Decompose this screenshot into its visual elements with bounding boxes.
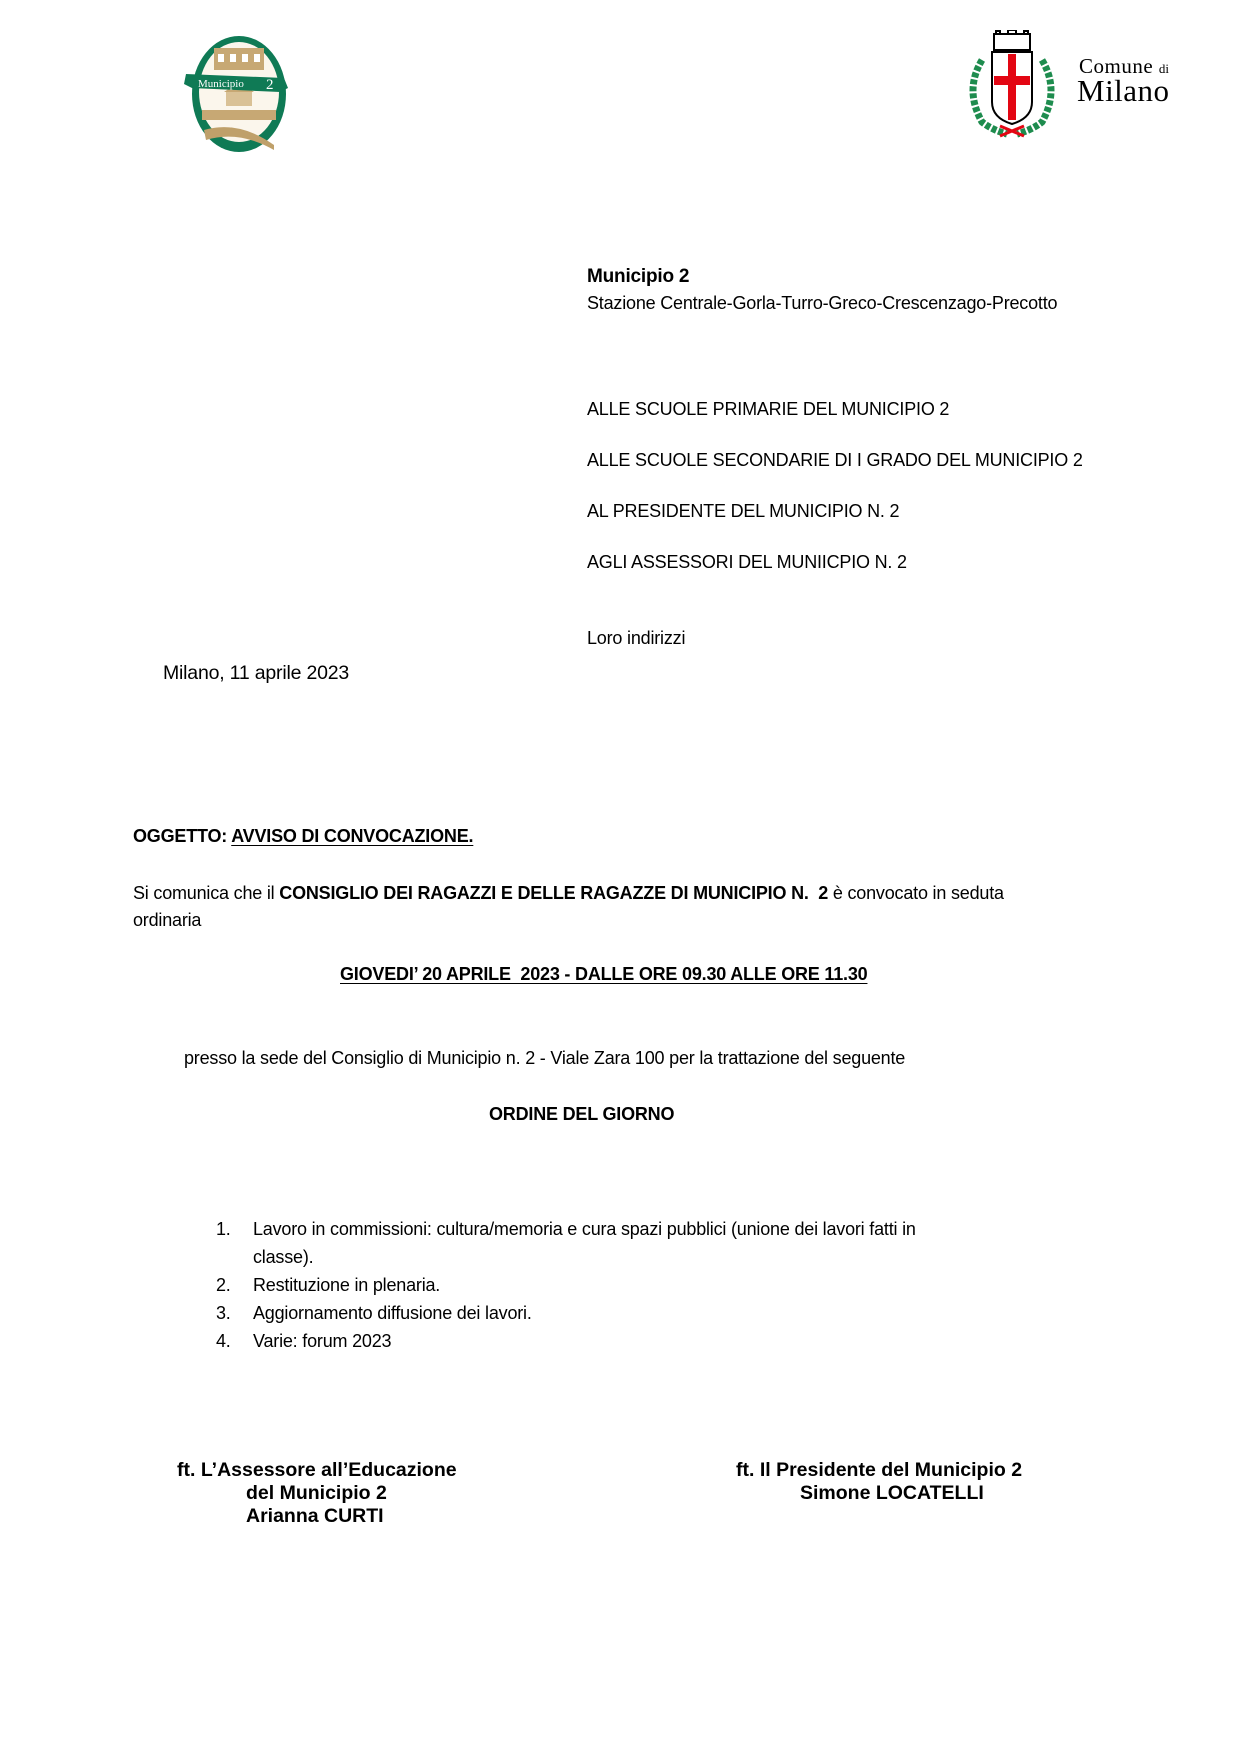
recipient-line: AGLI ASSESSORI DEL MUNIICPIO N. 2 <box>587 552 907 572</box>
milano-label: Milano <box>1077 73 1170 108</box>
agenda-title: ORDINE DEL GIORNO <box>489 1104 675 1124</box>
agenda-item-text-cont: classe). <box>253 1247 314 1267</box>
signature-right-name: Simone LOCATELLI <box>800 1482 984 1504</box>
subject-label: OGGETTO: <box>133 826 228 846</box>
agenda-item-number: 3. <box>216 1303 231 1323</box>
meeting-datetime: GIOVEDI’ 20 APRILE 2023 - DALLE ORE 09.30 ALLE ORE 11.30 <box>340 964 868 984</box>
agenda-item-number: 2. <box>216 1275 231 1295</box>
agenda-item-text: Lavoro in commissioni: cultura/memoria e cura spazi pubblici (unione dei lavori fatti in <box>253 1219 916 1239</box>
logo-banner-number: 2 <box>266 77 274 93</box>
meeting-location: presso la sede del Consiglio di Municipio n. 2 - Viale Zara 100 per la trattazione del seguente <box>184 1048 906 1068</box>
intro-line2: ordinaria <box>133 910 202 930</box>
signature-left-name: Arianna CURTI <box>246 1505 384 1527</box>
agenda-item-text: Varie: forum 2023 <box>253 1331 392 1351</box>
intro-pre: Si comunica che il <box>133 883 280 903</box>
municipio-2-logo <box>184 30 294 154</box>
sender-districts: Stazione Centrale-Gorla-Turro-Greco-Crescenzago-Precotto <box>587 293 1058 313</box>
intro-post: è convocato in seduta <box>828 883 1004 903</box>
signature-right-title: ft. Il Presidente del Municipio 2 <box>736 1459 1023 1481</box>
place-date: Milano, 11 aprile 2023 <box>163 662 350 684</box>
signature-left-title: ft. L’Assessore all’Educazione <box>177 1459 457 1481</box>
comune-di-milano-crest <box>962 30 1062 140</box>
agenda-item-number: 4. <box>216 1331 231 1351</box>
agenda-item-text: Restituzione in plenaria. <box>253 1275 441 1295</box>
addresses-note: Loro indirizzi <box>587 628 686 648</box>
agenda-item-number: 1. <box>216 1219 231 1239</box>
logo-banner-text: Municipio <box>198 78 244 90</box>
signature-left-office: del Municipio 2 <box>246 1482 387 1504</box>
comune-word: Comune <box>1079 54 1154 78</box>
recipient-line: ALLE SCUOLE PRIMARIE DEL MUNICIPIO 2 <box>587 399 950 419</box>
comune-di: di <box>1158 61 1170 76</box>
recipient-line: AL PRESIDENTE DEL MUNICIPIO N. 2 <box>587 501 900 521</box>
subject-line <box>133 826 473 847</box>
council-name: CONSIGLIO DEI RAGAZZI E DELLE RAGAZZE DI MUNICIPIO N. 2 <box>279 883 829 903</box>
subject-text: AVVISO DI CONVOCAZIONE. <box>231 826 474 846</box>
agenda-item-text: Aggiornamento diffusione dei lavori. <box>253 1303 532 1323</box>
sender-name: Municipio 2 <box>587 266 690 287</box>
intro-paragraph <box>133 883 1004 904</box>
recipient-line: ALLE SCUOLE SECONDARIE DI I GRADO DEL MUNICIPIO 2 <box>587 450 1083 470</box>
